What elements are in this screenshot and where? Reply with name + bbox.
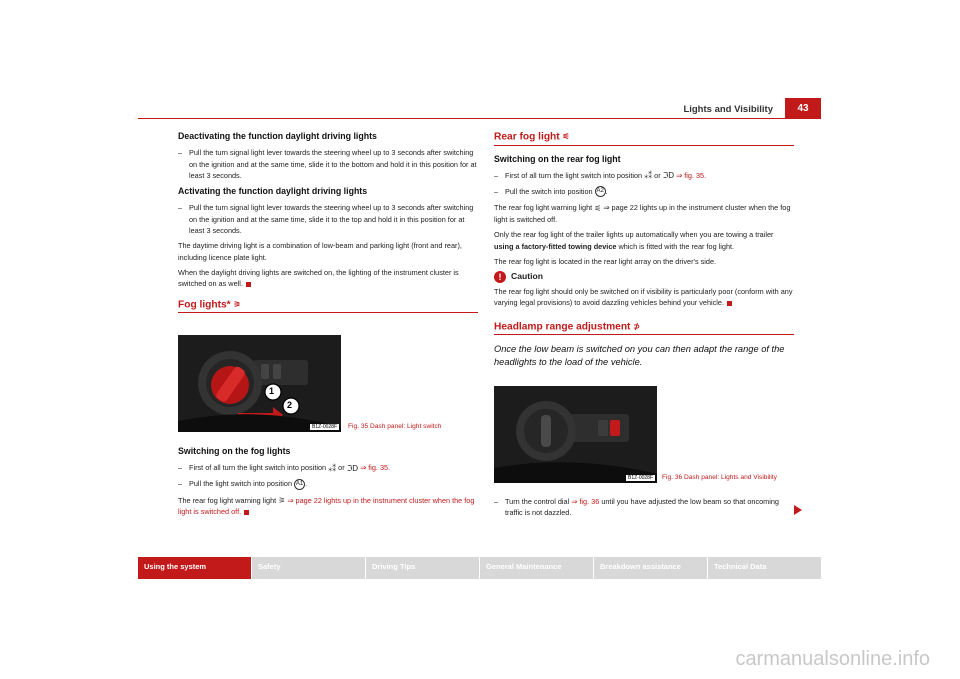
fog-step-2: – Pull the light switch into position A1 .: [178, 478, 478, 490]
marker-2: 2: [287, 400, 293, 410]
activate-step: – Pull the turn signal light lever towards the steering wheel up to 3 seconds after switching on the ignition and at the same time, slide it to the top and hold it in this position for at least 3 seconds.: [178, 202, 478, 236]
fog-step-1: – First of all turn the light switch into position ⁎⁑ or ℑD ⇒ fig. 35.: [178, 462, 478, 474]
dash-panel-illustration: [494, 386, 657, 483]
rear-step-1: – First of all turn the light switch into position ⁎⁑ or ℑD ⇒ fig. 35.: [494, 170, 794, 182]
paragraph-drl-combination: The daytime driving light is a combination of low-beam and parking light (front and rear), including licence plate light.: [178, 241, 462, 262]
tab-technical-data[interactable]: Technical Data: [708, 557, 821, 579]
page-number: 43: [785, 98, 821, 118]
tab-general-maintenance[interactable]: General Maintenance: [480, 557, 593, 579]
headlamp-range-icon: ⊅: [633, 321, 640, 331]
watermark: carmanualsonline.info: [735, 648, 930, 670]
header-rule: [138, 118, 821, 119]
dipped-beam-icon: ℑD: [662, 171, 675, 181]
figure-35-caption: Fig. 35 Dash panel: Light switch: [348, 423, 442, 430]
right-lower: [494, 496, 794, 523]
figure-code: B1Z-0028F: [627, 475, 653, 481]
figure-36-caption: Fig. 36 Dash panel: Lights and Visibility: [662, 474, 777, 481]
light-switch-illustration: [178, 335, 341, 432]
left-lower: [178, 446, 478, 522]
dipped-beam-icon: ℑD: [346, 463, 359, 473]
sidelight-icon: ⁎⁑: [644, 171, 653, 181]
fog-warning-paragraph: The rear fog light warning light ⚞ ⇒ page 22 lights up in the instrument cluster when the fog light is switched off.: [178, 495, 475, 517]
figure-36-image: [494, 386, 657, 483]
page-header: [138, 98, 821, 118]
end-marker: [246, 282, 251, 287]
figure-code: B1Z-0028F: [311, 424, 337, 430]
page-22-link[interactable]: ⇒ page 22 lights up in the instrument cluster when the fog light is switched off.: [178, 495, 475, 517]
paragraph-drl-cluster: When the daylight driving lights are switched on, the lighting of the instrument cluster is switched on as well.: [178, 267, 459, 289]
activate-heading: Activating the function daylight driving lights: [178, 186, 368, 197]
footer-tabs: [138, 557, 821, 579]
deactivate-step: – Pull the turn signal light lever towards the steering wheel up to 3 seconds after switching on the ignition and at the same time, slide it to the bottom and hold it in this position for at least 3 seconds.: [178, 147, 478, 181]
tab-using-the-system[interactable]: Using the system: [138, 557, 251, 579]
fog-lights-heading: Fog lights* ⚞: [178, 299, 478, 314]
right-column: [494, 131, 794, 375]
headlamp-range-intro: Once the low beam is switched on you can then adapt the range of the headlights to the load of the vehicle.: [494, 344, 785, 368]
end-marker: [244, 510, 249, 515]
caution-header: [494, 271, 794, 283]
figure-35-image: [178, 335, 341, 432]
rear-fog-heading: Rear fog light ⚟: [494, 131, 794, 146]
position-marker-a1: A1: [294, 479, 305, 490]
next-page-arrow-icon[interactable]: [794, 505, 802, 515]
fog-warning-icon: ⚞: [278, 496, 286, 506]
rear-fog-subheading: Switching on the rear fog light: [494, 153, 621, 164]
fog-light-icon: ⚞: [233, 299, 241, 309]
headlamp-step: – Turn the control dial ⇒ fig. 36 until you have adjusted the low beam so that oncoming traffic is not dazzled.: [494, 496, 794, 519]
section-title: Lights and Visibility: [683, 104, 773, 115]
rear-fog-icon: ⚟: [562, 132, 570, 141]
sidelight-icon: ⁎⁑: [328, 463, 337, 473]
end-marker: [727, 301, 732, 306]
headlamp-range-heading: Headlamp range adjustment ⊅: [494, 321, 794, 336]
caution-icon: !: [494, 271, 506, 283]
tab-safety[interactable]: Safety: [252, 557, 365, 579]
rear-fog-warning-icon: ⚟: [594, 203, 602, 213]
fig-36-link[interactable]: ⇒ fig. 36: [571, 497, 600, 506]
position-marker-a2: A2: [595, 186, 606, 197]
tab-driving-tips[interactable]: Driving Tips: [366, 557, 479, 579]
caution-text: The rear fog light should only be switched on if visibility is particularly poor (conform with any varying legal provisions) to avoid dazzling vehicles behind your vehicle.: [494, 287, 793, 308]
fig-35-link[interactable]: ⇒ fig. 35.: [360, 463, 391, 473]
caution-label: Caution: [511, 271, 543, 282]
rear-step-2: – Pull the switch into position A2 .: [494, 186, 794, 198]
trailer-paragraph: Only the rear fog light of the trailer lights up automatically when you are towing a trailer using a factory-fitted towing device which is fitted with the rear fog light.: [494, 230, 774, 251]
marker-1: 1: [269, 386, 275, 396]
rear-warning-paragraph: The rear fog light warning light ⚟ ⇒ page 22 lights up in the instrument cluster when the fog light is switched off.: [494, 203, 791, 224]
tab-breakdown-assistance[interactable]: Breakdown assistance: [594, 557, 707, 579]
deactivate-heading: Deactivating the function daylight driving lights: [178, 131, 377, 141]
left-column: [178, 131, 478, 321]
location-paragraph: The rear fog light is located in the rear light array on the driver's side.: [494, 256, 717, 266]
fig-35-link[interactable]: ⇒ fig. 35.: [676, 170, 707, 180]
switching-fog-heading: Switching on the fog lights: [178, 446, 291, 456]
